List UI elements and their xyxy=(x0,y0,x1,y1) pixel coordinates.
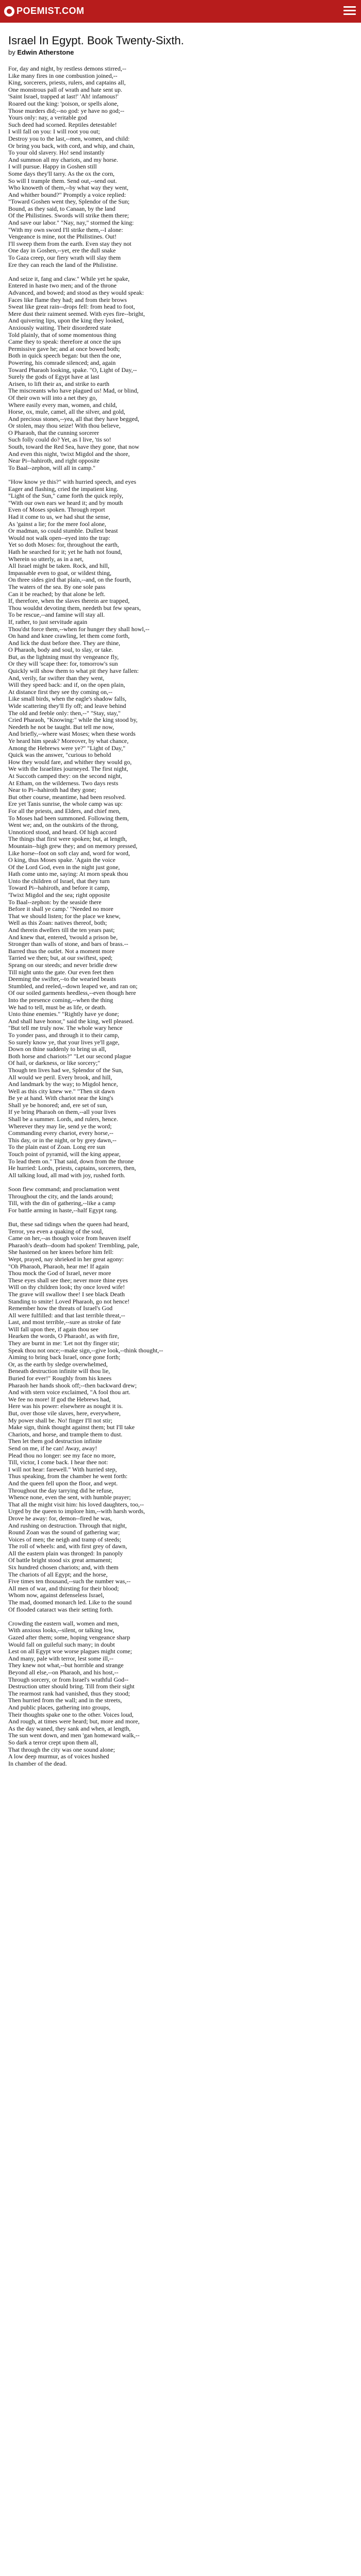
poem-line: They knew not what,--but horrible and strange xyxy=(8,1662,124,1669)
stanza xyxy=(8,1221,353,1613)
site-header xyxy=(0,0,361,23)
poem-line: Unnoticed stood, and heard. Of high accord xyxy=(8,828,117,836)
poem-line: Stronger than walls of stone, and bars of brass.-- xyxy=(8,940,128,948)
poem-line: Some days they'll tarry. As the ox the corn, xyxy=(8,170,115,177)
poem-line: Advanced, and bowed; and stood as they would speak: xyxy=(8,289,144,296)
byline xyxy=(8,48,353,56)
poem-body xyxy=(8,65,353,1767)
poem-line: Urged by the queen to implore him,--with harsh words, xyxy=(8,1507,145,1515)
poem-line: This day, or in the night, or by grey dawn,-- xyxy=(8,1136,117,1144)
poem-line: Sweat like great rain--drops fell: from head to foot, xyxy=(8,303,135,311)
poem-line: And summon all my chariots, and my horse. xyxy=(8,156,118,163)
poem-line: Told plainly, that of some momentous thing xyxy=(8,331,117,338)
poem-line: Buried for ever!" Roughly from his knees xyxy=(8,1375,112,1382)
poem-line: Then hurried from the wall; and in the streets, xyxy=(8,1697,122,1704)
poem-line: He hurried: Lords, priests, captains, sorcerers, then, xyxy=(8,1164,136,1172)
poem-line: I'll sweep them from the earth. Even stay they not xyxy=(8,240,132,247)
poem-line: Will fall upon thee, if again thou see xyxy=(8,1325,99,1333)
poem-title: Israel In Egypt. Book Twenty-Sixth. xyxy=(8,34,184,47)
stanza xyxy=(8,1620,353,1767)
poem-line: Bound, as they said, to Canaan, by the land xyxy=(8,205,116,212)
poem-line: The old and feeble only: then,--" "Stay, stay," xyxy=(8,709,121,717)
poem-line: And save our labor." "Nay, nay," stormed the king: xyxy=(8,219,134,227)
poem-line: At Etham, on the wilderness. Two days rests xyxy=(8,779,119,787)
poem-line: Wide scattering they'll fly off; and leave behind xyxy=(8,702,126,710)
poem-line: Of the Philistines. Swords will strike them there; xyxy=(8,212,129,219)
poem-line: But, as the lightning must thy vengeance fly, xyxy=(8,653,119,660)
poem-line: "Light of the Sun," came forth the quick reply, xyxy=(8,492,123,500)
poem-line: Such folly could do? Yet, as I live, 'tis so! xyxy=(8,436,111,444)
poem-line: Or stolen, may thou seize! With thou believe, xyxy=(8,422,121,430)
poem-line: Send on me, if he can! Away, away! xyxy=(8,1444,97,1452)
poem-line: Wherein so utterly, as in a net, xyxy=(8,555,84,563)
poem-line: And public places, gathering into groups, xyxy=(8,1703,111,1711)
poem-line: Well as this city knew we." "Then sit dawn xyxy=(8,1087,115,1095)
poem-line: The mad, doomed monarch led. Like to the sound xyxy=(8,1599,132,1606)
poem-line: Quick was the answer, "curious to behold xyxy=(8,751,111,759)
poem-line: To the plain east of Zoan. Long ere sun xyxy=(8,1143,106,1151)
poem-line: And whither bound?" Promptly a voice replied: xyxy=(8,191,126,198)
poem-line: Or, as the earth by sledge overwhelmed, xyxy=(8,1360,108,1368)
poem-line: Whom now, against defenseless Israel, xyxy=(8,1591,104,1599)
logo-icon xyxy=(4,6,14,16)
poem-line: Vengeance is mine, not the Philistines. Out! xyxy=(8,233,117,241)
poem-line: Mere dust their raiment seemed. With eyes fire--bright, xyxy=(8,310,145,317)
poem-line: Till, with the din of gathering,--like a camp xyxy=(8,1199,116,1207)
poem-line: Plead thou no longer: see my face no more, xyxy=(8,1451,116,1459)
poem-line: Unto thine enemies." "Rightly have ye done; xyxy=(8,1010,119,1018)
poem-line: Shall ye be honored; and, ere set of sun, xyxy=(8,1101,107,1109)
poem-line: She hastened on her knees before him fell: xyxy=(8,1248,114,1256)
poem-line: And therein dwellers till the ten years past; xyxy=(8,926,115,934)
poem-line: Deeming the swifter,--to the wearied beasts xyxy=(8,975,116,983)
poem-line: Beneath destruction infinite will thou lie, xyxy=(8,1367,110,1375)
poem-line: A low deep murmur, as of voices hushed xyxy=(8,1753,109,1760)
poem-line: Though ten lives had we, Splendor of the Sun, xyxy=(8,1066,123,1074)
poem-line: O Pharaoh, that the cunning sorcerer xyxy=(8,429,99,436)
poem-line: Horse, ox, mule, camel, all the silver, and gold, xyxy=(8,408,125,416)
poem-line: Came on her,--as though voice from heaven itself xyxy=(8,1234,131,1242)
poem-line: On three sides gird that plain,--and, on the fourth, xyxy=(8,576,132,584)
poem-line: Will on thy children look; thy once loved wife! xyxy=(8,1283,125,1291)
poem-line: Wept, prayed, nay shrieked in her great agony: xyxy=(8,1255,124,1263)
poem-line: So dark a terror crept upon them all, xyxy=(8,1738,98,1746)
poem-line: Tarried we then; but, at our swiftest, sped; xyxy=(8,954,113,962)
poem-line: Faces like flame they had; and from their brows xyxy=(8,296,127,303)
poem-line: Near to Pi--hahiroth had they gone; xyxy=(8,786,96,794)
poem-line: Toward Pharaoh looking, spake. "O, Light of Day,-- xyxy=(8,366,137,374)
poem-line: Arisen, to lift their ax, and strike to earth xyxy=(8,380,109,387)
poem-line: Down on thine suddenly to bring us all, xyxy=(8,1045,106,1053)
poem-line: For battle arming in haste,--half Egypt rang. xyxy=(8,1206,118,1214)
poem-line: And lick the dust before thee. They are thine, xyxy=(8,639,121,647)
poem-line: I will pursue. Happy in Goshen still xyxy=(8,163,97,171)
poem-line: Surely the gods of Egypt have at last xyxy=(8,373,100,381)
poem-line: Came they to speak: therefore at once the ups xyxy=(8,338,121,346)
poem-line: Throughout the city, and the lands around; xyxy=(8,1192,113,1200)
poem-line: But, over those vile slaves, here, everywhere, xyxy=(8,1410,121,1417)
poem-line: Wherever they may lie, send ye the word; xyxy=(8,1122,112,1130)
poem-line: We had to tell, must be as life, or death. xyxy=(8,1003,107,1011)
poem-content xyxy=(0,23,361,1767)
poem-line: We fee no more! If god the Hebrews had, xyxy=(8,1395,111,1403)
poem-line: Near Pi--hahiroth, and right opposite xyxy=(8,457,100,465)
poem-line: "With our own ears we heard it; and by mouth xyxy=(8,499,123,506)
poem-line: 'Twixt Migdol and the sea; right opposite xyxy=(8,891,110,899)
poem-line: Went we; and, on the outskirts of the throng, xyxy=(8,821,119,829)
poem-line: Of our soiled garments heedless,--even though here xyxy=(8,989,136,997)
poem-line: Beyond all else,--on Pharaoh, and his host,-- xyxy=(8,1668,119,1676)
poem-line: Well as this Zoan: natives thereof, both; xyxy=(8,919,107,927)
poem-line: Pharaoh's death--doom had spoken! Trembling, pale, xyxy=(8,1241,139,1249)
poem-line: Thou'dst force them,--when for hunger they shall howl,-- xyxy=(8,625,150,633)
poem-line: And many, pale with terror, lest some ill,-- xyxy=(8,1654,114,1662)
poem-line: In chamber of the dead. xyxy=(8,1759,67,1767)
poem-line: Roared out the king: 'poison, or spells alone, xyxy=(8,99,119,107)
poem-line: Yours only: nay, a veritable god xyxy=(8,114,87,122)
poem-line: Stumbled, and reeled,--down leaped we, and ran on; xyxy=(8,982,138,990)
poem-line: That all the might visit him: his loved daughters, too,-- xyxy=(8,1500,144,1508)
poem-line: Unto the children of Israel, that they turn xyxy=(8,877,110,885)
poem-line: Aiming to bring back Israel, once gone forth; xyxy=(8,1353,121,1361)
poem-line: Then let them god destruction infinite xyxy=(8,1437,102,1445)
poem-line: Of battle bright stood six great armament; xyxy=(8,1556,112,1564)
poem-line: Cried Pharaoh, "Knowing:" while the king stood by, xyxy=(8,716,138,724)
poem-line: Remember how the threats of Israel's God xyxy=(8,1304,113,1312)
poem-line: That we should listen; for the place we knew, xyxy=(8,912,121,920)
poem-line: One day in Goshen,--yet, ere the dull snake xyxy=(8,247,116,255)
poem-line: And briefly,--where wast Moses; when these words xyxy=(8,730,136,738)
poem-line: Make sign, think thought against them; but I'll take xyxy=(8,1423,135,1431)
poem-line: Impassable even to goat, or wildest thing, xyxy=(8,569,111,577)
poem-line: Till night unto the gate. Our even feet then xyxy=(8,968,114,976)
poem-line: Can it be reached; by that alone be left. xyxy=(8,590,106,598)
poem-line: As the day waned, they sank and when, at length, xyxy=(8,1724,131,1732)
poem-line: They are burnt in me: 'Let not thy finger stir; xyxy=(8,1340,120,1347)
poem-line: But, these sad tidings when the queen had heard, xyxy=(8,1220,129,1228)
poem-line: Terror, yea even a quaking of the soul, xyxy=(8,1227,104,1235)
poem-line: Toward Pi--hahiroth, and before it camp, xyxy=(8,884,110,892)
poem-line: Yet so doth Moses: for, throughout the earth, xyxy=(8,541,119,549)
poem-line: Ere they can reach the land of the Philistine. xyxy=(8,261,118,268)
poem-line: And landmark by the way; to Migdol hence, xyxy=(8,1080,118,1088)
poem-line: Barred thus the outlet. Not a moment more xyxy=(8,947,114,955)
poem-line: To yonder pass, and through it to their camp, xyxy=(8,1031,120,1039)
poem-line: Both in quick speech began: but then the one, xyxy=(8,352,121,360)
poem-line: The rearmost rank had vanished, thus they stood; xyxy=(8,1689,130,1697)
poem-line: "Toward Goshen went they, Splendor of the Sun; xyxy=(8,198,130,206)
poem-line: Like many fires in one combustion joined,-- xyxy=(8,72,118,79)
poem-line: Or bring you back, with cord, and whip, and chain, xyxy=(8,142,135,149)
poem-line: Even of Moses spoken. Through report xyxy=(8,506,105,514)
poem-line: To your old slavery. Ho! send instantly xyxy=(8,149,105,157)
poem-line: Those murders did;--no god: ye have no god;-- xyxy=(8,107,124,114)
poem-line: Destroy you to the last,--men, women, and child: xyxy=(8,134,130,142)
stanza xyxy=(8,276,353,472)
poem-line: South, toward the Red Sea, have they gone, that now xyxy=(8,443,139,451)
poem-line: Both horse and chariots?" "Let our second plague xyxy=(8,1052,132,1060)
poem-line: Shall be a summer. Lords, and rulers, hence. xyxy=(8,1115,118,1123)
poem-line: For, day and night, by restless demons stirred,-- xyxy=(8,65,126,72)
poem-line: To Gaza creep, our fiery wrath will slay them xyxy=(8,254,121,262)
poem-line: Anxiously waiting. Their disordered state xyxy=(8,324,111,331)
logo-text: POEMIST.COM xyxy=(17,6,85,16)
poem-line: Their thoughts spake one to the other. Voices loud, xyxy=(8,1710,134,1718)
poem-line: All talking loud, all mad with joy, rushed forth. xyxy=(8,1171,125,1179)
poem-line: Entered in haste two men; and of the throne xyxy=(8,282,117,290)
poem-line: Crowding the eastern wall, women and men, xyxy=(8,1619,119,1627)
poem-line: Eager and flashing, cried the impatient king. xyxy=(8,485,119,493)
poem-line: And rushing on destruction. Through that night, xyxy=(8,1521,127,1529)
poem-line: With anxious looks,--silent, or talking low, xyxy=(8,1626,114,1634)
poem-line: Commanding every chariot, every horse,-- xyxy=(8,1129,113,1137)
poem-line: Had it come to us, we had shut the sense, xyxy=(8,513,110,520)
poem-line: The roll of wheels: and, with first grey of dawn, xyxy=(8,1543,127,1550)
poem-line: All were fulfilled: and that last terrible threat,-- xyxy=(8,1311,125,1319)
poem-line: Sprang on our steeds; and never bridle drew xyxy=(8,961,118,969)
poem-line: If, therefore, when the slaves therein are trapped, xyxy=(8,597,130,605)
poem-line: And quivering lips, upon the king they looked, xyxy=(8,317,124,325)
poem-line: Lest on all Egypt woe worse plagues might come; xyxy=(8,1648,132,1655)
poem-line: The waters of the sea. By one sole pass xyxy=(8,583,106,590)
poem-line: Gazed after them; some, hoping vengeance sharp xyxy=(8,1634,130,1641)
poem-line: Five times ten thousand,--such the number was,-- xyxy=(8,1578,131,1585)
poem-line: Like small birds, when the eagle's shadow falls, xyxy=(8,695,127,703)
poem-line: The sun went down, and men 'gan homeward walk,-- xyxy=(8,1732,140,1739)
poem-line: Pharaoh her hands shook off;--then backward drew; xyxy=(8,1381,137,1389)
poem-line: To be rescue,--and famine will stay all. xyxy=(8,611,105,619)
poem-line: And with stern voice exclaimed, "A fool thou art. xyxy=(8,1388,130,1396)
poem-line: I will fall on you: I will root you out; xyxy=(8,128,100,135)
poem-line: Through sorcery, or from Israel's wrathful God-- xyxy=(8,1675,128,1683)
poem-line: Chariots, and horse, and trample them to dust. xyxy=(8,1430,123,1438)
poem-line: One monstrous pall of wrath and hate sent up. xyxy=(8,86,122,93)
poem-line: Drove he away: for, demon--fired he was, xyxy=(8,1514,112,1522)
poem-line: And rough, at times were heard; but, more and more, xyxy=(8,1718,140,1725)
poem-line: King, sorcerers, priests, rulers, and captains all, xyxy=(8,79,126,87)
poem-line: And, verily, far swifter than they went, xyxy=(8,674,105,682)
poem-line: To Baal--zephon, will all in camp." xyxy=(8,464,96,471)
poem-line: If, rather, to just servitude again xyxy=(8,618,88,625)
poem-line: Last, and most terrible,--sure as stroke of fate xyxy=(8,1318,121,1326)
poem-line: And shall have honor," said the king, well pleased. xyxy=(8,1017,134,1025)
poem-line: The chariots of all Egypt; and the horse, xyxy=(8,1570,108,1578)
poem-line: We with the Israelites journeyed. The first night, xyxy=(8,765,128,773)
poem-line: Soon flew command; and proclamation went xyxy=(8,1185,120,1193)
poem-line: The things that first were spoken; but, at length, xyxy=(8,835,127,843)
poem-line: Among the Hebrews were ye?" "Light of Day," xyxy=(8,744,126,752)
poem-line: Destruction utter should bring. Till from their sight xyxy=(8,1683,135,1690)
poem-line: 'Saint Israel, trapped at last!' 'Ah! infamous!' xyxy=(8,93,119,100)
poem-line: O Pharaoh, body and soul, to slay, or take. xyxy=(8,646,113,654)
poem-line: Round Zoan was the sound of gathering war; xyxy=(8,1529,120,1536)
poem-line: The grave will swallow thee! I see black Death xyxy=(8,1290,125,1298)
poem-line: For all the priests, and Elders, and chief men, xyxy=(8,807,121,815)
poem-line: Whence none, even the sent, with humble prayer; xyxy=(8,1494,131,1501)
poem-line: Voices of men; the neigh and tramp of steeds; xyxy=(8,1535,122,1543)
poem-line: Touch point of pyramid, will the king appear, xyxy=(8,1150,121,1158)
author-link[interactable]: Edwin Atherstone xyxy=(17,48,74,56)
poem-line: Six hundred chosen chariots; and, with them xyxy=(8,1564,119,1571)
poem-line: Would not walk open--eyed into the trap: xyxy=(8,534,110,541)
poem-line: And knew that, entered, 'twould a prison be, xyxy=(8,933,118,941)
poem-line: Will they speed back: and if, on the open plain, xyxy=(8,681,125,689)
poem-line: Before it shall ye camp.' "Needed no more xyxy=(8,905,113,913)
poem-line: I will not hear: farewell." With hurried step, xyxy=(8,1465,117,1473)
stanza xyxy=(8,65,353,268)
poem-line: Throughout the day tarrying did he refuse, xyxy=(8,1486,113,1494)
poem-line: Thou wouldst devoting them, needeth but few spears, xyxy=(8,604,141,612)
poem-line: All Israel might be taken. Rock, and hill, xyxy=(8,562,109,570)
site-logo[interactable] xyxy=(4,6,85,16)
poem-line: Like horse--foot on soft clay and, word for word, xyxy=(8,849,130,857)
poem-line: If ye bring Pharaoh on them,--all your lives xyxy=(8,1108,116,1116)
poem-line: Here was his power: elsewhere as nought it is. xyxy=(8,1402,123,1410)
poem-line: Of hail, or darkness, or like sorcery;" xyxy=(8,1059,101,1067)
poem-line: "But tell me truly now. The whole wary hence xyxy=(8,1024,123,1032)
poem-line: And precious stones,--yea, all that they have begged, xyxy=(8,415,139,422)
poem-line: Of their own will into a net they go, xyxy=(8,394,97,401)
menu-icon[interactable] xyxy=(343,6,356,16)
poem-line: Who knoweth of them,--by what way they went, xyxy=(8,184,128,192)
poem-line: And even this night, 'twixt Migdol and the shore, xyxy=(8,450,130,457)
poem-line: Hearken the words, O Pharaoh!, as with fire, xyxy=(8,1332,119,1340)
poem-line: The miscreants who have plagued us! Mad, or blind, xyxy=(8,387,139,395)
poem-line: Of flooded cataract was their setting forth. xyxy=(8,1605,113,1613)
poem-line: "How know ye this?" with hurried speech, and eyes xyxy=(8,478,137,486)
poem-line: That through the city was one sound alone; xyxy=(8,1745,115,1753)
poem-line: Where easily every man, women, and child, xyxy=(8,401,117,409)
poem-line: To lead them on." That said, down from the throne xyxy=(8,1157,134,1165)
poem-line: As 'gainst a lie; for the mere fool alone, xyxy=(8,520,106,528)
poem-line: How they would fare, and whither they would go, xyxy=(8,758,132,766)
poem-line: O king, thus Moses spake. 'Again the voice xyxy=(8,856,116,864)
poem-line: Standing to smite! Loved Pharaoh, go not hence! xyxy=(8,1297,130,1305)
poem-line: Quickly will show them to what pit they have fallen: xyxy=(8,667,139,675)
poem-line: To Moses had been summoned. Following them, xyxy=(8,814,129,822)
poem-line: So surely know ye, that your lives ye'll gage, xyxy=(8,1038,120,1046)
poem-line: Hath come unto me, saying: At morn speak thou xyxy=(8,870,128,878)
poem-line: At distance first they see thy coming on,-- xyxy=(8,688,112,696)
poem-line: And seize it, fang and claw." While yet he spake, xyxy=(8,275,130,282)
poem-line: But other course, meantime, had been resolved. xyxy=(8,793,126,801)
poem-line: Mountain--high grew they; and on memory pressed, xyxy=(8,842,138,850)
poem-line: All the eastern plain was thronged: In panoply xyxy=(8,1549,123,1557)
by-label: by xyxy=(8,48,15,56)
poem-line: Would fall on guileful such many; in doubt xyxy=(8,1640,115,1648)
poem-line: So will I trample them. Send out,--send out. xyxy=(8,177,117,184)
poem-line: All men of war, and thirsting for their blood; xyxy=(8,1584,119,1592)
poem-line: Of the Lord God, even in the night just gone, xyxy=(8,863,120,871)
poem-line: Into the presence coming,--when the thing xyxy=(8,996,113,1004)
poem-line: Ye heard him speak? Moreover, by what chance, xyxy=(8,737,129,744)
poem-line: Thou mock the God of Israel, never more xyxy=(8,1269,111,1277)
poem-line: Speak thou not once;--make sign,--give look,--think thought,-- xyxy=(8,1346,163,1354)
poem-line: Such deed had scorned. Reptiles detestable! xyxy=(8,121,117,128)
poem-line: Be ye at hand. With chariot near the king's xyxy=(8,1094,113,1102)
poem-line: Or madman, so could stumble. Dullest beast xyxy=(8,527,118,535)
poem-line: And the queen fell upon the floor, and wept. xyxy=(8,1479,118,1487)
poem-line: Needeth he not be taught. But tell me now, xyxy=(8,723,114,731)
poem-line: Permissive gave he; and at once bowed both; xyxy=(8,345,120,352)
poem-line: My power shall be. No! finger I'll not stir; xyxy=(8,1416,112,1424)
poem-line: At Succoth camped they: on the second night, xyxy=(8,772,122,779)
poem-line: "With my own sword I'll strike them,--I alone: xyxy=(8,226,123,233)
poem-line: "Oh Pharaoh, Pharaoh, hear me! If again xyxy=(8,1262,109,1270)
poem-line: These eyes shall see thee; never more thine eyes xyxy=(8,1276,128,1284)
poem-line: Powering, his comrade silenced; and, again xyxy=(8,359,116,366)
stanza xyxy=(8,1186,353,1214)
poem-line: All would we peril. Every brook, and hill, xyxy=(8,1073,112,1081)
stanza xyxy=(8,479,353,1179)
poem-line: On hand and knee crawling, let them come forth, xyxy=(8,632,130,640)
poem-line: Hath he searched for it; yet he hath not found, xyxy=(8,548,122,555)
poem-line: Or they will 'scape thee: for, tomorrow's sun xyxy=(8,660,118,668)
poem-line: Till, victor, I come back. I hear thee not: xyxy=(8,1459,108,1466)
poem-line: To Baal--zephon: by the seaside there xyxy=(8,898,102,906)
poem-line: Ere yet Tanis sunrise, the whole camp was up: xyxy=(8,800,123,808)
poem-line: Thus speaking, from the chamber he went forth: xyxy=(8,1472,128,1480)
